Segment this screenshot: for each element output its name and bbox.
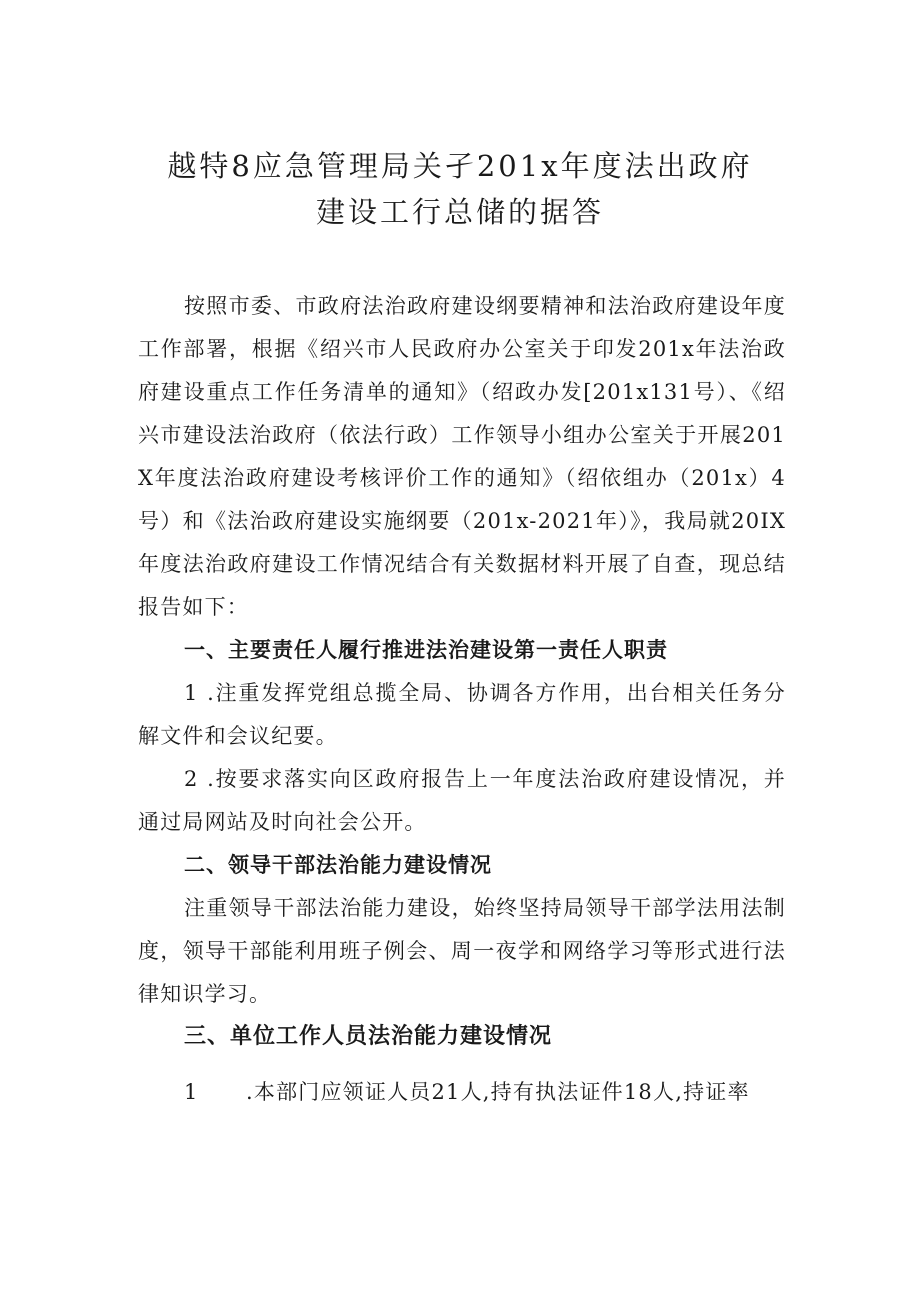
section-3-item-1-text: .本部门应领证人员21人,持有执法证件18人,持证率 <box>246 1080 750 1104</box>
section-2-heading: 二、领导干部法治能力建设情况 <box>184 853 492 877</box>
document-title-line-1: 越特8应急管理局关孑201x年度法出政府 <box>167 149 753 183</box>
section-1-item-2: 2 .按要求落实向区政府报告上一年度法治政府建设情况，并通过局网站及时向社会公开。 <box>138 767 786 834</box>
intro-paragraph: 按照市委、市政府法治政府建设纲要精神和法治政府建设年度工作部署，根据《绍兴市人民政府办公室关于印发201x年法治政府建设重点工作任务清单的通知》（绍政办发[201x131号）、《绍兴市建设法治政府（依法行政）工作领导小组办公室关于开展201X年度法治政府建设考核评价工作的通知》（绍依组办（201x）4号）和《法治政府建设实施纲要（201x-2021年）》，我局就20IX年度法治政府建设工作情况结合有关数据材料开展了自查，现总结报告如下： <box>138 294 786 619</box>
section-1-item-1: 1 .注重发挥党组总揽全局、协调各方作用，出台相关任务分解文件和会议纪要。 <box>138 681 786 748</box>
section-3-item-1-number: 1 <box>184 1080 198 1104</box>
document-title-line-2: 建设工行总储的据答 <box>315 195 604 229</box>
section-2-paragraph: 注重领导干部法治能力建设，始终坚持局领导干部学法用法制度，领导干部能利用班子例会、周一夜学和网络学习等形式进行法律知识学习。 <box>138 896 786 1006</box>
section-1-heading: 一、主要责任人履行推进法治建设第一责任人职责 <box>184 638 668 662</box>
section-3-heading: 三、单位工作人员法治能力建设情况 <box>184 1024 553 1049</box>
